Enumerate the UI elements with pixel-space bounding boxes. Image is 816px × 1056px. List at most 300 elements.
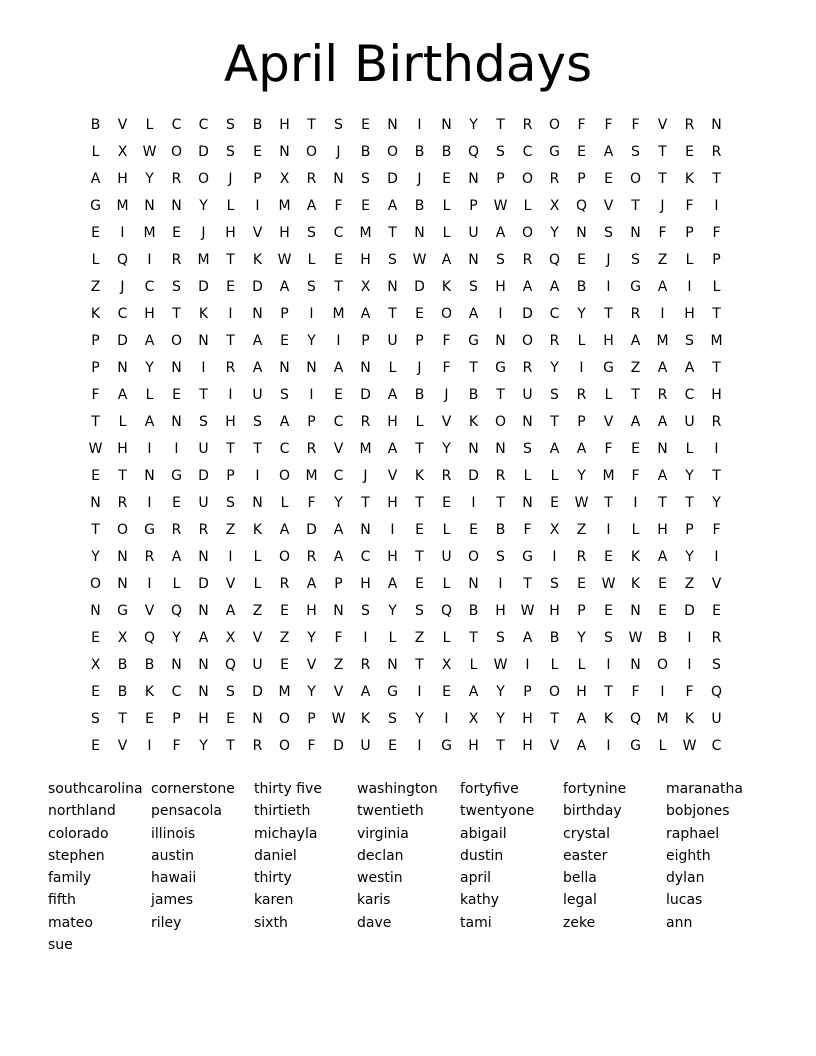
- grid-letter: L: [523, 198, 532, 214]
- grid-letter: C: [117, 306, 128, 322]
- grid-letter: T: [712, 171, 721, 187]
- grid-letter: F: [658, 225, 667, 241]
- grid-letter: O: [440, 306, 453, 322]
- grid-letter: E: [388, 738, 397, 754]
- grid-letter: Y: [307, 630, 316, 646]
- grid-letter: X: [441, 657, 452, 673]
- grid-letter: T: [658, 171, 667, 187]
- grid-letter: W: [331, 711, 346, 727]
- word-bank-item: kathy: [460, 892, 500, 909]
- grid-letter: N: [171, 657, 182, 673]
- grid-letter: S: [496, 549, 505, 565]
- grid-letter: E: [577, 252, 586, 268]
- grid-letter: T: [118, 468, 127, 484]
- grid-letter: B: [441, 144, 452, 160]
- grid-letter: M: [656, 711, 669, 727]
- grid-letter: W: [574, 495, 589, 511]
- word-bank-item: sue: [48, 937, 73, 954]
- grid-letter: J: [444, 387, 449, 403]
- grid-letter: E: [658, 576, 667, 592]
- grid-letter: D: [252, 684, 263, 700]
- grid-letter: P: [496, 171, 505, 187]
- grid-letter: E: [415, 576, 424, 592]
- grid-letter: G: [144, 522, 155, 538]
- grid-letter: I: [255, 198, 260, 214]
- grid-letter: P: [334, 576, 343, 592]
- grid-letter: R: [657, 387, 668, 403]
- grid-letter: U: [441, 549, 452, 565]
- grid-letter: H: [387, 495, 398, 511]
- grid-letter: I: [147, 252, 152, 268]
- grid-letter: Z: [630, 360, 641, 376]
- grid-letter: U: [468, 225, 479, 241]
- grid-letter: Z: [333, 657, 344, 673]
- grid-letter: N: [90, 495, 101, 511]
- grid-letter: E: [253, 144, 262, 160]
- word-bank-item: lucas: [666, 892, 703, 909]
- grid-row: [82, 571, 730, 598]
- grid-letter: F: [523, 522, 532, 538]
- grid-letter: D: [522, 306, 533, 322]
- grid-letter: K: [252, 522, 263, 538]
- word-bank-item: dustin: [460, 847, 504, 864]
- grid-letter: I: [228, 387, 233, 403]
- grid-letter: E: [280, 333, 289, 349]
- grid-letter: T: [307, 117, 316, 133]
- grid-letter: F: [604, 117, 613, 133]
- grid-letter: D: [414, 279, 425, 295]
- grid-letter: A: [279, 522, 290, 538]
- grid-letter: L: [253, 549, 262, 565]
- grid-letter: E: [442, 684, 451, 700]
- grid-letter: R: [684, 117, 695, 133]
- grid-letter: A: [117, 387, 128, 403]
- grid-letter: E: [550, 495, 559, 511]
- grid-row: [82, 193, 730, 220]
- grid-letter: L: [442, 198, 451, 214]
- grid-letter: S: [280, 387, 289, 403]
- grid-letter: L: [658, 738, 667, 754]
- grid-letter: T: [388, 306, 397, 322]
- grid-letter: I: [606, 522, 611, 538]
- grid-letter: T: [658, 144, 667, 160]
- grid-letter: D: [333, 738, 344, 754]
- grid-letter: L: [118, 414, 127, 430]
- grid-letter: U: [522, 387, 533, 403]
- grid-letter: T: [226, 441, 235, 457]
- grid-letter: V: [306, 657, 317, 673]
- grid-letter: R: [144, 549, 155, 565]
- grid-letter: Q: [224, 657, 237, 673]
- word-bank-item: southcarolina: [48, 781, 143, 797]
- grid-letter: E: [658, 603, 667, 619]
- grid-row: [82, 139, 730, 166]
- grid-letter: T: [226, 252, 235, 268]
- grid-letter: I: [444, 711, 449, 727]
- grid-letter: F: [442, 333, 451, 349]
- grid-letter: N: [279, 144, 290, 160]
- grid-letter: N: [90, 603, 101, 619]
- grid-letter: V: [441, 414, 452, 430]
- grid-letter: R: [117, 495, 128, 511]
- grid-letter: L: [415, 414, 424, 430]
- grid-letter: Z: [684, 576, 695, 592]
- grid-letter: Z: [225, 522, 236, 538]
- word-bank-item: westin: [357, 870, 403, 887]
- grid-letter: N: [387, 117, 398, 133]
- grid-letter: G: [90, 198, 101, 214]
- grid-letter: N: [333, 603, 344, 619]
- grid-letter: Q: [710, 684, 723, 700]
- grid-letter: K: [684, 711, 695, 727]
- grid-letter: T: [361, 495, 370, 511]
- grid-letter: T: [415, 441, 424, 457]
- word-bank-item: legal: [563, 892, 597, 909]
- grid-letter: N: [360, 360, 371, 376]
- grid-letter: A: [171, 549, 182, 565]
- grid-letter: P: [577, 171, 586, 187]
- grid-letter: A: [90, 171, 101, 187]
- grid-letter: Z: [414, 630, 425, 646]
- grid-letter: R: [198, 522, 209, 538]
- grid-letter: V: [603, 414, 614, 430]
- grid-letter: O: [548, 684, 561, 700]
- grid-letter: A: [387, 198, 398, 214]
- grid-letter: B: [468, 387, 479, 403]
- grid-row: [82, 679, 730, 706]
- grid-letter: V: [333, 441, 344, 457]
- grid-letter: V: [252, 225, 263, 241]
- grid-letter: I: [255, 468, 260, 484]
- grid-letter: S: [469, 279, 478, 295]
- word-bank-item: daniel: [254, 847, 297, 864]
- grid-letter: Y: [550, 225, 559, 241]
- grid-letter: N: [306, 360, 317, 376]
- grid-letter: Y: [307, 333, 316, 349]
- grid-letter: M: [710, 333, 723, 349]
- page-title: April Birthdays: [223, 35, 593, 93]
- grid-letter: H: [711, 387, 722, 403]
- grid-letter: W: [520, 603, 535, 619]
- grid-letter: I: [687, 279, 692, 295]
- grid-letter: S: [523, 441, 532, 457]
- grid-letter: E: [172, 225, 181, 241]
- word-bank-item: james: [151, 892, 194, 909]
- grid-letter: L: [550, 468, 559, 484]
- grid-row: [82, 436, 730, 463]
- grid-letter: I: [147, 576, 152, 592]
- grid-letter: H: [225, 414, 236, 430]
- grid-letter: T: [496, 738, 505, 754]
- grid-letter: O: [305, 144, 318, 160]
- grid-letter: H: [117, 441, 128, 457]
- grid-letter: W: [412, 252, 427, 268]
- grid-letter: J: [120, 279, 125, 295]
- grid-letter: O: [278, 738, 291, 754]
- grid-letter: I: [120, 225, 125, 241]
- grid-letter: T: [415, 549, 424, 565]
- grid-letter: K: [630, 576, 641, 592]
- grid-letter: N: [630, 657, 641, 673]
- grid-letter: R: [360, 414, 371, 430]
- grid-letter: N: [117, 576, 128, 592]
- grid-letter: T: [91, 522, 100, 538]
- grid-letter: I: [309, 306, 314, 322]
- grid-row: [82, 355, 730, 382]
- grid-letter: S: [712, 657, 721, 673]
- grid-letter: V: [549, 738, 560, 754]
- grid-letter: E: [91, 468, 100, 484]
- grid-letter: L: [577, 333, 586, 349]
- grid-letter: A: [198, 630, 209, 646]
- grid-letter: S: [496, 144, 505, 160]
- grid-letter: S: [604, 630, 613, 646]
- grid-letter: N: [414, 225, 425, 241]
- grid-letter: A: [279, 414, 290, 430]
- grid-letter: N: [522, 414, 533, 430]
- grid-letter: T: [604, 495, 613, 511]
- grid-row: [82, 409, 730, 436]
- grid-row: [82, 220, 730, 247]
- grid-letter: H: [387, 414, 398, 430]
- grid-letter: N: [144, 198, 155, 214]
- grid-letter: E: [91, 684, 100, 700]
- grid-letter: E: [442, 171, 451, 187]
- word-bank-item: pensacola: [151, 803, 222, 820]
- grid-letter: D: [306, 522, 317, 538]
- grid-letter: T: [685, 495, 694, 511]
- grid-letter: P: [226, 468, 235, 484]
- grid-letter: O: [467, 549, 480, 565]
- grid-letter: M: [359, 225, 372, 241]
- grid-letter: H: [279, 117, 290, 133]
- grid-letter: R: [306, 441, 317, 457]
- grid-letter: G: [468, 333, 479, 349]
- grid-letter: A: [684, 360, 695, 376]
- grid-letter: I: [633, 495, 638, 511]
- grid-letter: S: [388, 252, 397, 268]
- grid-letter: H: [549, 603, 560, 619]
- grid-letter: I: [417, 684, 422, 700]
- grid-letter: L: [685, 252, 694, 268]
- word-bank: [48, 778, 788, 956]
- grid-row: [82, 490, 730, 517]
- grid-letter: B: [414, 387, 425, 403]
- grid-letter: W: [493, 657, 508, 673]
- grid-letter: C: [333, 414, 344, 430]
- grid-letter: N: [495, 333, 506, 349]
- grid-letter: R: [549, 333, 560, 349]
- grid-letter: Y: [145, 171, 154, 187]
- grid-letter: N: [171, 414, 182, 430]
- grid-letter: C: [522, 144, 533, 160]
- grid-letter: D: [198, 144, 209, 160]
- grid-letter: F: [307, 738, 316, 754]
- grid-letter: J: [417, 360, 422, 376]
- grid-letter: S: [496, 630, 505, 646]
- grid-letter: E: [172, 495, 181, 511]
- grid-letter: J: [660, 198, 665, 214]
- grid-letter: A: [441, 252, 452, 268]
- grid-letter: F: [712, 522, 721, 538]
- word-bank-item: family: [48, 870, 92, 887]
- grid-letter: H: [522, 738, 533, 754]
- grid-letter: I: [714, 549, 719, 565]
- grid-letter: H: [576, 684, 587, 700]
- grid-letter: A: [360, 684, 371, 700]
- grid-letter: A: [225, 603, 236, 619]
- grid-letter: L: [307, 252, 316, 268]
- grid-letter: D: [117, 333, 128, 349]
- grid-letter: A: [576, 441, 587, 457]
- grid-letter: J: [201, 225, 206, 241]
- grid-letter: A: [522, 279, 533, 295]
- grid-letter: N: [198, 684, 209, 700]
- grid-letter: Z: [90, 279, 101, 295]
- grid-letter: F: [334, 630, 343, 646]
- grid-letter: U: [387, 333, 398, 349]
- grid-letter: A: [549, 441, 560, 457]
- grid-letter: B: [549, 630, 560, 646]
- grid-letter: Y: [91, 549, 100, 565]
- grid-letter: E: [469, 522, 478, 538]
- grid-letter: A: [576, 711, 587, 727]
- grid-letter: E: [631, 441, 640, 457]
- grid-letter: O: [278, 468, 291, 484]
- grid-letter: Y: [685, 549, 694, 565]
- grid-letter: E: [334, 252, 343, 268]
- grid-letter: P: [523, 684, 532, 700]
- word-bank-item: thirtieth: [254, 803, 311, 820]
- grid-letter: B: [414, 144, 425, 160]
- grid-letter: W: [277, 252, 292, 268]
- grid-letter: R: [495, 468, 506, 484]
- grid-row: [82, 463, 730, 490]
- grid-letter: O: [89, 576, 102, 592]
- grid-letter: S: [550, 387, 559, 403]
- grid-letter: T: [604, 684, 613, 700]
- grid-letter: F: [442, 360, 451, 376]
- grid-letter: T: [712, 306, 721, 322]
- grid-letter: R: [360, 657, 371, 673]
- grid-letter: U: [711, 711, 722, 727]
- grid-letter: E: [712, 603, 721, 619]
- grid-row: [82, 598, 730, 625]
- grid-letter: O: [278, 549, 291, 565]
- grid-letter: J: [606, 252, 611, 268]
- grid-letter: A: [657, 549, 668, 565]
- grid-letter: H: [684, 306, 695, 322]
- grid-letter: X: [117, 144, 128, 160]
- grid-letter: A: [630, 414, 641, 430]
- word-bank-item: cornerstone: [151, 781, 235, 797]
- grid-letter: T: [199, 387, 208, 403]
- grid-letter: U: [684, 414, 695, 430]
- word-bank-item: raphael: [666, 825, 720, 842]
- grid-letter: R: [711, 144, 722, 160]
- grid-letter: J: [228, 171, 233, 187]
- grid-letter: E: [91, 225, 100, 241]
- grid-letter: O: [197, 171, 210, 187]
- grid-letter: N: [630, 225, 641, 241]
- grid-letter: S: [226, 495, 235, 511]
- grid-letter: N: [333, 171, 344, 187]
- grid-letter: L: [145, 117, 154, 133]
- grid-letter: S: [361, 171, 370, 187]
- grid-letter: U: [198, 495, 209, 511]
- grid-letter: K: [603, 711, 614, 727]
- grid-letter: N: [198, 549, 209, 565]
- grid-letter: T: [118, 711, 127, 727]
- grid-letter: G: [171, 468, 182, 484]
- grid-letter: C: [171, 684, 182, 700]
- grid-letter: N: [468, 252, 479, 268]
- grid-letter: H: [495, 603, 506, 619]
- grid-letter: K: [252, 252, 263, 268]
- grid-letter: R: [306, 171, 317, 187]
- grid-letter: A: [252, 360, 263, 376]
- grid-letter: R: [522, 360, 533, 376]
- grid-letter: D: [198, 279, 209, 295]
- grid-letter: V: [657, 117, 668, 133]
- grid-letter: I: [309, 387, 314, 403]
- grid-letter: O: [116, 522, 129, 538]
- grid-letter: H: [225, 225, 236, 241]
- grid-letter: T: [415, 657, 424, 673]
- grid-letter: T: [226, 738, 235, 754]
- grid-letter: J: [417, 171, 422, 187]
- grid-letter: C: [711, 738, 722, 754]
- grid-letter: N: [387, 279, 398, 295]
- grid-letter: C: [360, 549, 371, 565]
- grid-letter: S: [226, 117, 235, 133]
- word-bank-item: birthday: [563, 803, 622, 820]
- grid-letter: S: [604, 225, 613, 241]
- grid-letter: N: [630, 603, 641, 619]
- grid-row: [82, 274, 730, 301]
- grid-letter: H: [603, 333, 614, 349]
- grid-letter: G: [117, 603, 128, 619]
- grid-letter: E: [91, 738, 100, 754]
- grid-letter: E: [577, 576, 586, 592]
- grid-letter: P: [253, 171, 262, 187]
- grid-letter: S: [550, 576, 559, 592]
- grid-letter: X: [117, 630, 128, 646]
- grid-letter: Y: [415, 711, 424, 727]
- grid-letter: B: [144, 657, 155, 673]
- grid-letter: S: [685, 333, 694, 349]
- grid-letter: A: [306, 576, 317, 592]
- grid-letter: P: [685, 522, 694, 538]
- grid-letter: T: [172, 306, 181, 322]
- grid-letter: N: [198, 603, 209, 619]
- grid-letter: H: [387, 549, 398, 565]
- word-bank-item: twentieth: [357, 803, 424, 820]
- grid-letter: N: [252, 306, 263, 322]
- grid-letter: M: [116, 198, 129, 214]
- grid-letter: A: [387, 441, 398, 457]
- grid-letter: Y: [442, 441, 451, 457]
- grid-letter: R: [171, 171, 182, 187]
- grid-letter: E: [604, 549, 613, 565]
- grid-letter: X: [90, 657, 101, 673]
- grid-letter: T: [388, 225, 397, 241]
- grid-letter: O: [170, 144, 183, 160]
- grid-letter: W: [88, 441, 103, 457]
- grid-letter: O: [521, 333, 534, 349]
- grid-letter: T: [415, 495, 424, 511]
- word-bank-item: illinois: [151, 825, 196, 842]
